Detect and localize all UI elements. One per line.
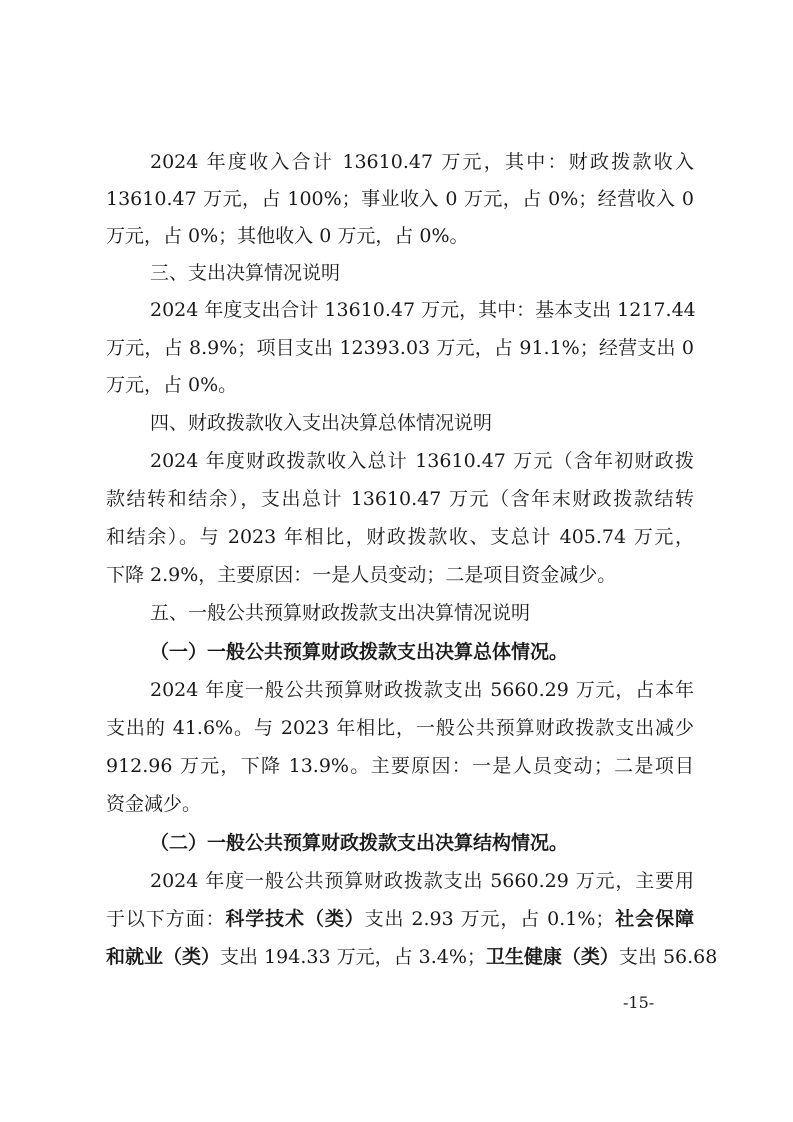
paragraph-fiscal-line-3: 和结余）。与 2023 年相比，财政拨款收、支总计 405.74 万元，: [106, 526, 694, 548]
paragraph-expense-line-3: 万元，占 0%。: [106, 374, 238, 396]
category-employment: 和就业（类）: [106, 946, 221, 968]
paragraph-fiscal-line-4: 下降 2.9%，主要原因：一是人员变动；二是项目资金减少。: [106, 564, 617, 586]
section-heading-4: 四、财政拨款收入支出决算总体情况说明: [150, 412, 493, 434]
category-health: 卫生健康（类）: [485, 946, 619, 968]
subheading-1: （一）一般公共预算财政拨款支出决算总体情况。: [150, 641, 569, 663]
structure-text-social-value: 支出 194.33 万元，占 3.4%；: [220, 946, 486, 968]
paragraph-income-line-3: 万元，占 0%；其他收入 0 万元，占 0%。: [106, 225, 469, 247]
paragraph-general-budget-line-3: 912.96 万元，下降 13.9%。主要原因：一是人员变动；二是项目: [106, 755, 694, 777]
paragraph-income-line-1: 2024 年度收入合计 13610.47 万元，其中：财政拨款收入: [150, 151, 694, 173]
paragraph-income-line-2: 13610.47 万元，占 100%；事业收入 0 万元，占 0%；经营收入 0: [106, 188, 694, 210]
structure-text-science-value: 支出 2.93 万元，占 0.1%；: [364, 908, 615, 930]
paragraph-structure-line-1: 2024 年度一般公共预算财政拨款支出 5660.29 万元，主要用: [150, 870, 694, 892]
paragraph-fiscal-line-2: 款结转和结余），支出总计 13610.47 万元（含年末财政拨款结转: [106, 488, 694, 510]
paragraph-expense-line-1: 2024 年度支出合计 13610.47 万元，其中：基本支出 1217.44: [150, 299, 696, 321]
section-heading-5: 五、一般公共预算财政拨款支出决算情况说明: [150, 602, 531, 624]
structure-text-health-value: 支出 56.68: [618, 946, 718, 968]
paragraph-structure-line-3: [106, 945, 718, 969]
paragraph-general-budget-line-4: 资金减少。: [106, 793, 202, 815]
paragraph-general-budget-line-1: 2024 年度一般公共预算财政拨款支出 5660.29 万元，占本年: [150, 679, 694, 701]
paragraph-structure-line-2: [106, 907, 694, 931]
section-heading-3: 三、支出决算情况说明: [150, 262, 341, 284]
page-number: -15-: [623, 993, 655, 1012]
paragraph-expense-line-2: 万元，占 8.9%；项目支出 12393.03 万元，占 91.1%；经营支出 0: [106, 337, 694, 359]
structure-text-intro: 于以下方面：: [106, 908, 226, 930]
subheading-2: （二）一般公共预算财政拨款支出决算结构情况。: [150, 832, 569, 854]
category-social-security: 社会保障: [614, 908, 694, 930]
paragraph-fiscal-line-1: 2024 年度财政拨款收入总计 13610.47 万元（含年初财政拨: [150, 450, 694, 472]
paragraph-general-budget-line-2: 支出的 41.6%。与 2023 年相比，一般公共预算财政拨款支出减少: [106, 717, 694, 739]
category-science-technology: 科学技术（类）: [225, 908, 365, 930]
